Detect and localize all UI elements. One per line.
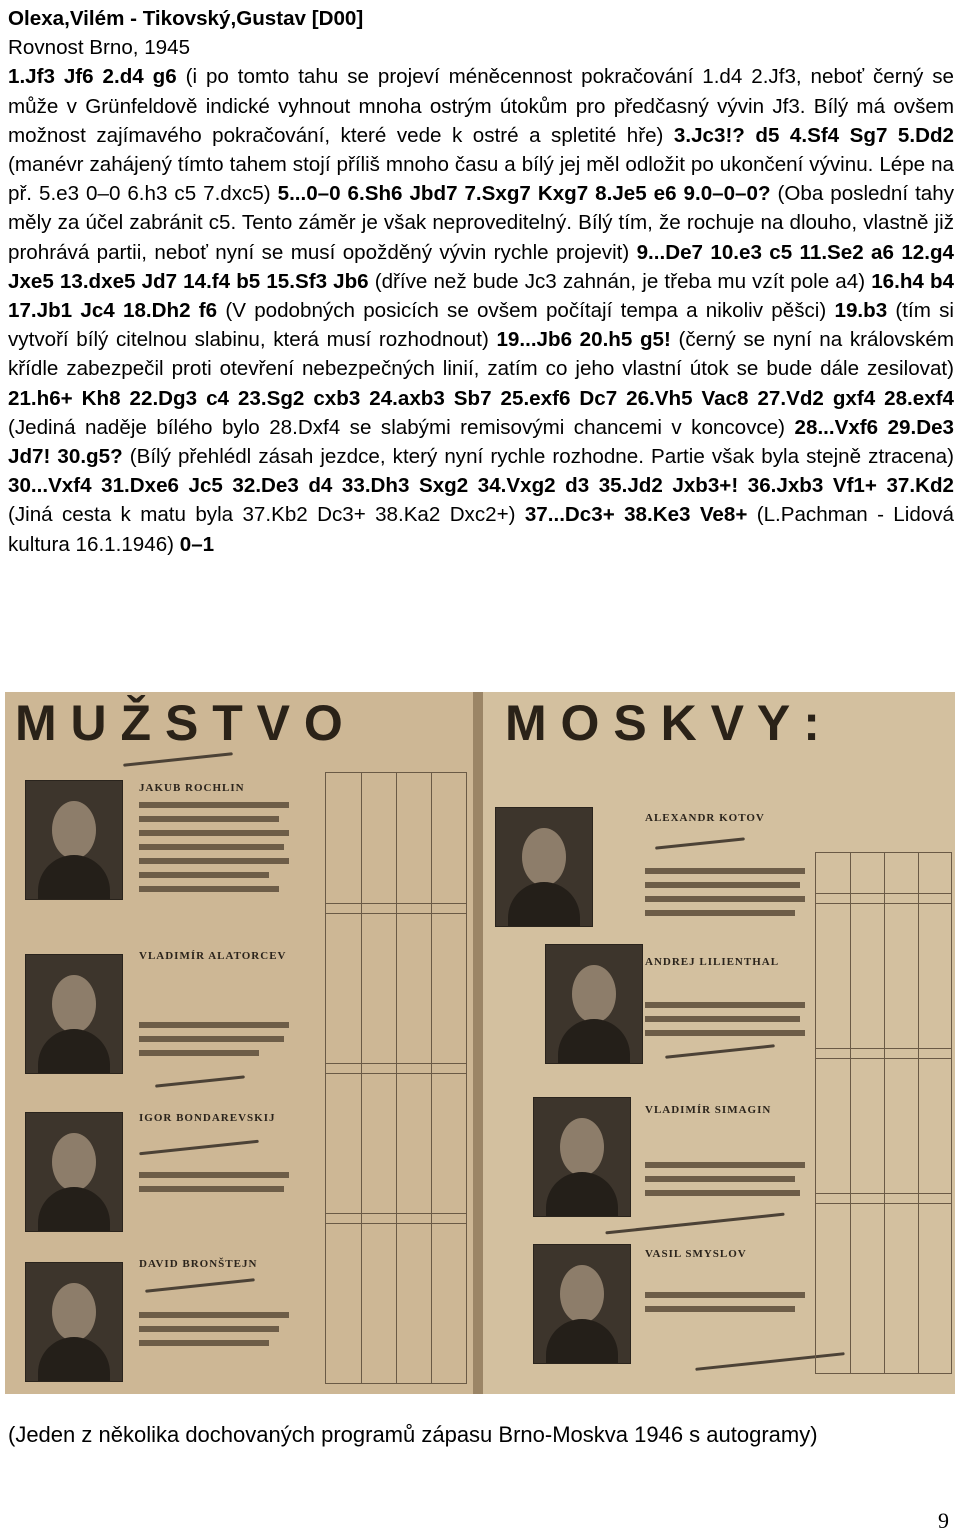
game-result: 0–1 <box>179 532 215 556</box>
move-text: 5...0–0 6.Sh6 Jbd7 7.Sxg7 Kxg7 8.Je5 e6 9.0–0–0? <box>277 182 771 206</box>
portrait-photo <box>25 1262 123 1382</box>
portrait-photo <box>533 1097 631 1217</box>
player-name: VLADIMÍR ALATORCEV <box>139 950 287 962</box>
comment-text: (i po tomto tahu se projeví méněcennost pokračování 1.d4 2.Jf3, neboť černý se může v Grünfeldově indické vyhnout mnoha ostrým útokům pro předčasný vývin Jf3. Bílý má ovšem možnost zajímavého pokračování, které vede k ostré a spletité hře) <box>8 65 955 147</box>
game-players: Olexa,Vilém - Tikovský,Gustav [D00] <box>8 7 364 30</box>
player-name: ALEXANDR KOTOV <box>645 812 765 824</box>
headline-right: M O S K V Y : <box>505 695 820 751</box>
comment-text: (Jediná naděje bílého bylo 28.Dxf4 se slabými remisovými chancemi v koncovce) <box>8 415 795 439</box>
game-text <box>8 4 954 559</box>
score-grid-right <box>815 852 952 1374</box>
move-text: 19.b3 <box>834 299 888 323</box>
player-name: DAVID BRONŠTEJN <box>139 1258 258 1270</box>
score-grid-left <box>325 772 467 1384</box>
portrait-photo <box>25 1112 123 1232</box>
player-name: VLADIMÍR SIMAGIN <box>645 1104 772 1116</box>
move-text: 30...Vxf4 31.Dxe6 Jc5 32.De3 d4 33.Dh3 Sxg2 34.Vxg2 d3 35.Jd2 Jxb3+! 36.Jxb3 Vf1+ 37.Kd2 <box>8 474 954 498</box>
player-name: ANDREJ LILIENTHAL <box>645 956 780 968</box>
move-text: 37...Dc3+ 38.Ke3 Ve8+ <box>524 503 748 527</box>
player-name: IGOR BONDAREVSKIJ <box>139 1112 276 1124</box>
comment-text: (Oba poslední tahy měly za účel zabránit c5. Tento záměr je však neproveditelný. Bílý tím, že rochuje na dlouho, vlastně již prohrává partii, neboť nyní se musí opožděný vývin rychle projevit) <box>8 182 954 264</box>
comment-text: (Jiná cesta k matu byla 37.Kb2 Dc3+ 38.Ka2 Dxc2+) <box>8 503 525 527</box>
move-text: 21.h6+ Kh8 22.Dg3 c4 23.Sg2 cxb3 24.axb3 Sb7 25.exf6 Dc7 26.Vh5 Vac8 27.Vd2 gxf4 28.exf4 <box>8 386 954 410</box>
move-text: 19...Jb6 20.h5 g5! <box>496 328 671 352</box>
portrait-photo <box>25 954 123 1074</box>
move-text: 1.Jf3 Jf6 2.d4 g6 <box>8 65 177 89</box>
comment-text: (tím si vytvoří bílý citelnou slabinu, která musí rozhodnout) <box>8 299 954 352</box>
portrait-photo <box>495 807 593 927</box>
player-name: VASIL SMYSLOV <box>645 1248 747 1260</box>
move-text: 16.h4 b4 17.Jb1 Jc4 18.Dh2 f6 <box>8 269 954 323</box>
page-number: 9 <box>938 1508 949 1533</box>
comment-text: (L.Pachman - Lidová kultura 16.1.1946) <box>8 503 954 556</box>
move-text: 3.Jc3!? d5 4.Sf4 Sg7 5.Dd2 <box>673 123 954 147</box>
program-fold <box>473 692 483 1394</box>
move-text: 28...Vxf6 29.De3 Jd7! 30.g5? <box>8 415 954 469</box>
portrait-photo <box>545 944 643 1064</box>
comment-text: (černý se nyní na královském křídle zabezpečil proti otevření nebezpečných linií, zatím co jeho vlastní útok se bude dále zesilovat) <box>8 328 954 381</box>
player-name: JAKUB ROCHLIN <box>139 782 245 794</box>
photo-caption: (Jeden z několika dochovaných programů zápasu Brno-Moskva 1946 s autogramy) <box>8 1422 818 1447</box>
comment-text: (Bílý přehlédl zásah jezdce, který nyní rychle rozhodne. Partie však byla stejně ztracena) <box>122 445 954 469</box>
move-text: 9...De7 10.e3 c5 11.Se2 a6 12.g4 Jxe5 13.dxe5 Jd7 14.f4 b5 15.Sf3 Jb6 <box>8 240 954 293</box>
portrait-photo <box>533 1244 631 1364</box>
game-event: Rovnost Brno, 1945 <box>8 36 191 60</box>
portrait-photo <box>25 780 123 900</box>
program-photo <box>5 692 955 1394</box>
comment-text: (dříve než bude Jc3 zahnán, je třeba mu vzít pole a4) <box>368 269 872 293</box>
comment-text: (manévr zahájený tímto tahem stojí příliš mnoho času a bílý jej měl odložit po ukončení vývinu. Lépe na př. 5.e3 0–0 6.h3 c5 7.dxc5) <box>8 153 954 206</box>
headline-left: M U Ž S T V O <box>15 695 343 751</box>
comment-text: (V podobných posicích se ovšem počítají tempa a nikoliv pěšci) <box>217 299 835 323</box>
game-moves <box>8 62 954 558</box>
